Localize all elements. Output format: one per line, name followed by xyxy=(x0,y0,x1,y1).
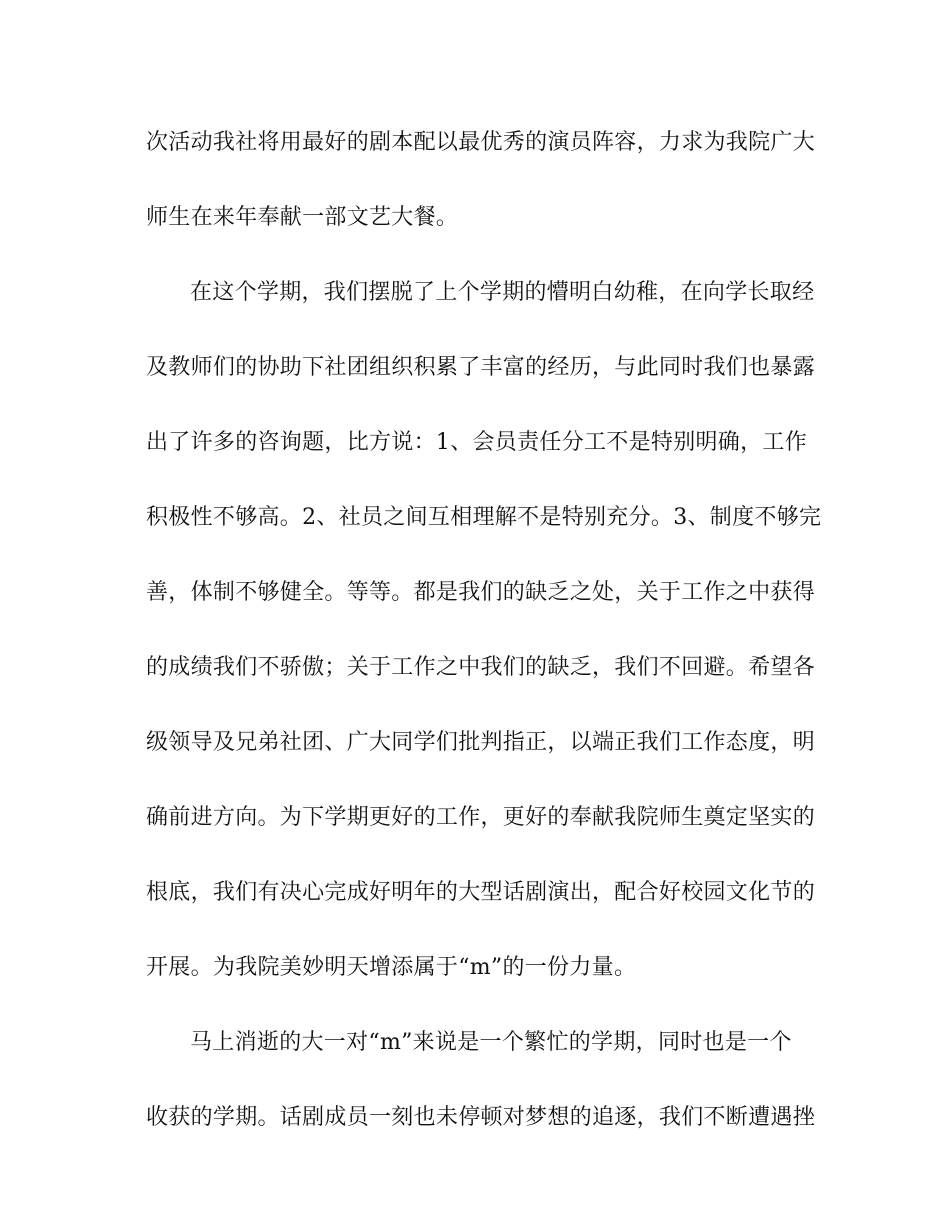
text-line-1: 次活动我社将用最好的剧本配以最优秀的演员阵容，力求为我院广大 xyxy=(146,130,816,155)
text-line-4: 及教师们的协助下社团组织积累了丰富的经历，与此同时我们也暴露 xyxy=(146,355,816,380)
text-line-6: 积极性不够高。2、社员之间互相理解不是特别充分。3、制度不够完 xyxy=(146,505,822,530)
text-line-14: 收获的学期。话剧成员一刻也未停顿对梦想的追逐，我们不断遭遇挫 xyxy=(146,1105,816,1130)
text-line-13: 马上消逝的大一对“m”来说是一个繁忙的学期，同时也是一个 xyxy=(190,1030,792,1055)
text-line-11: 根底，我们有决心完成好明年的大型话剧演出，配合好校园文化节的 xyxy=(146,880,816,905)
text-line-3: 在这个学期，我们摆脱了上个学期的懵明白幼稚，在向学长取经 xyxy=(190,280,815,305)
text-line-9: 级领导及兄弟社团、广大同学们批判指正，以端正我们工作态度，明 xyxy=(146,730,816,755)
text-line-8: 的成绩我们不骄傲；关于工作之中我们的缺乏，我们不回避。希望各 xyxy=(146,655,816,680)
text-line-2: 师生在来年奉献一部文艺大餐。 xyxy=(146,205,459,230)
text-line-5: 出了许多的咨询题，比方说：1、会员责任分工不是特别明确，工作 xyxy=(146,430,807,455)
text-line-10: 确前进方向。为下学期更好的工作，更好的奉献我院师生奠定坚实的 xyxy=(146,805,816,830)
text-line-12: 开展。为我院美妙明天增添属于“m”的一份力量。 xyxy=(146,955,637,980)
text-line-7: 善，体制不够健全。等等。都是我们的缺乏之处，关于工作之中获得 xyxy=(146,580,816,605)
